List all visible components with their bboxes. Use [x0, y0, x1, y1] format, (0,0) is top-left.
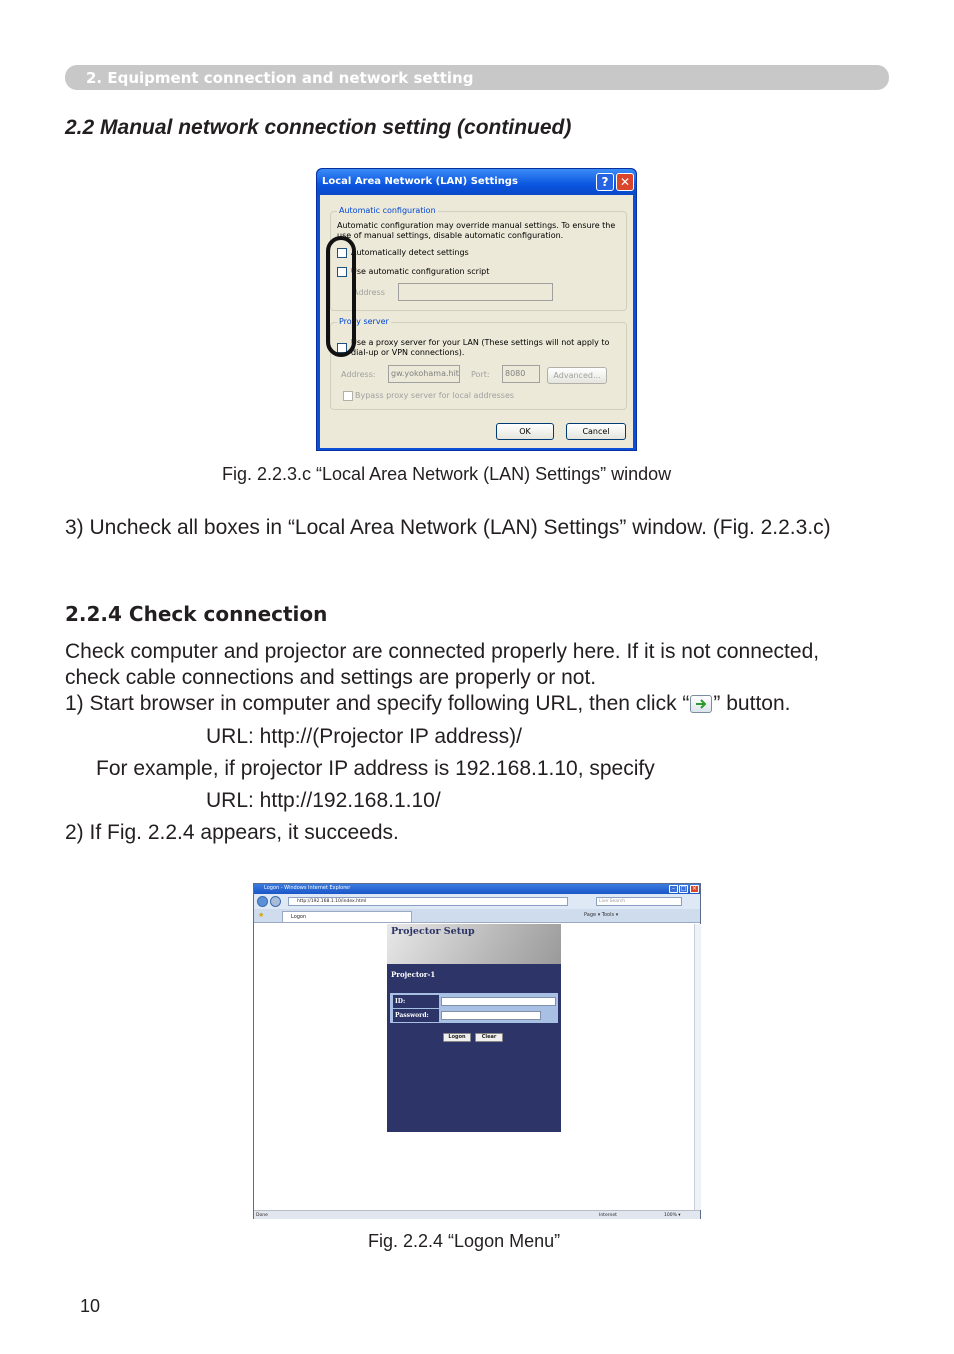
- step-1-before: 1) Start browser in computer and specify following URL, then click “: [65, 692, 690, 715]
- chapter-header-bar: [65, 65, 889, 90]
- proxy-legend: Proxy server: [339, 317, 389, 326]
- checkbox-highlight-oval: [326, 236, 356, 357]
- auto-config-description: [337, 221, 615, 241]
- maximize-icon[interactable]: □: [680, 885, 687, 892]
- detect-settings-label: Automatically detect settings: [351, 248, 469, 257]
- cancel-button[interactable]: Cancel: [566, 423, 626, 440]
- step-2-text: 2) If Fig. 2.2.4 appears, it succeeds.: [65, 821, 399, 844]
- ie-close-icon[interactable]: ×: [691, 885, 698, 892]
- ie-scrollbar[interactable]: [694, 924, 701, 1210]
- proxy-port-label: Port:: [471, 370, 490, 379]
- ok-button[interactable]: OK: [496, 423, 554, 440]
- ie-status-bar: [254, 1210, 700, 1219]
- script-address-label: Address: [353, 288, 385, 297]
- ie-toolbar-commands[interactable]: Page ▾ Tools ▾: [584, 912, 619, 918]
- paragraph-line-1: Check computer and projector are connected properly here. If it is not connected,: [65, 640, 820, 663]
- chapter-header-label: 2. Equipment connection and network setting: [86, 69, 474, 87]
- url-generic: URL: http://(Projector IP address)/: [206, 725, 522, 748]
- figure-caption-lan: Fig. 2.2.3.c “Local Area Network (LAN) Settings” window: [222, 464, 672, 484]
- back-icon[interactable]: [257, 896, 268, 907]
- ie-window-title: Logon - Windows Internet Explorer: [264, 885, 351, 891]
- url-example: URL: http://192.168.1.10/: [206, 789, 441, 812]
- projector-setup-title: Projector Setup: [391, 926, 475, 937]
- minimize-icon[interactable]: –: [669, 885, 678, 893]
- lan-titlebar: [317, 169, 636, 195]
- section-title: 2.2 Manual network connection setting (continued): [65, 116, 572, 139]
- bypass-proxy-checkbox[interactable]: [343, 391, 353, 401]
- logon-button[interactable]: Logon: [443, 1033, 471, 1042]
- lan-settings-window: [316, 168, 637, 451]
- step-1-text: [65, 692, 790, 716]
- proxy-address-label: Address:: [341, 370, 376, 379]
- proxy-server-group: [330, 317, 627, 410]
- projector-name: Projector-1: [391, 970, 436, 979]
- auto-config-legend: Automatic configuration: [339, 206, 436, 215]
- use-proxy-line1: Use a proxy server for your LAN (These settings will not apply to: [351, 338, 610, 347]
- use-proxy-label: [351, 338, 609, 358]
- ie-titlebar: [254, 884, 700, 894]
- bypass-proxy-label: Bypass proxy server for local addresses: [355, 391, 515, 400]
- projector-setup-banner: [387, 924, 561, 964]
- clear-button[interactable]: Clear: [475, 1033, 503, 1042]
- projector-setup-panel: [387, 924, 561, 1132]
- ie-search-input[interactable]: Live Search: [596, 897, 682, 906]
- ie-page-content: [254, 924, 694, 1210]
- id-input[interactable]: [441, 997, 556, 1006]
- auto-config-group: [330, 206, 627, 311]
- ie-url-input[interactable]: http://192.168.1.10/index.html: [288, 897, 568, 906]
- password-label: Password:: [393, 1009, 439, 1022]
- ie-tab-logon[interactable]: [282, 911, 412, 922]
- advanced-button[interactable]: Advanced...: [547, 367, 607, 384]
- example-text: For example, if projector IP address is 192.168.1.10, specify: [96, 757, 655, 780]
- ie-browser-window: [253, 883, 701, 1219]
- ie-address-bar: [254, 894, 700, 909]
- ie-tab-bar: [254, 909, 700, 923]
- config-script-label: Use automatic configuration script: [351, 267, 490, 276]
- logon-form: [390, 993, 558, 1023]
- script-address-input[interactable]: [398, 283, 553, 301]
- paragraph-line-2: check cable connections and settings are properly or not.: [65, 666, 597, 689]
- status-zone: Internet: [599, 1213, 617, 1218]
- proxy-address-input[interactable]: gw.yokohama.hit: [388, 365, 460, 383]
- proxy-port-input[interactable]: 8080: [502, 365, 540, 383]
- use-proxy-line2: dial-up or VPN connections).: [351, 348, 465, 357]
- go-arrow-icon: [690, 695, 712, 713]
- ie-tab-label: Logon: [291, 914, 307, 920]
- help-icon[interactable]: ?: [596, 173, 614, 191]
- subsection-title: 2.2.4 Check connection: [65, 602, 328, 626]
- page-number: 10: [80, 1296, 101, 1316]
- password-input[interactable]: [441, 1011, 541, 1020]
- step-3-text: 3) Uncheck all boxes in “Local Area Network (LAN) Settings” window. (Fig. 2.2.3.c): [65, 516, 831, 539]
- auto-config-desc-line1: Automatic configuration may override manual settings. To ensure the: [337, 221, 616, 230]
- status-done: Done: [256, 1213, 268, 1218]
- status-zoom[interactable]: 100% ▾: [664, 1213, 681, 1218]
- id-label: ID:: [393, 995, 439, 1008]
- close-icon[interactable]: ✕: [616, 173, 634, 191]
- figure-caption-logon: Fig. 2.2.4 “Logon Menu”: [368, 1231, 561, 1251]
- favorites-star-icon[interactable]: ★: [258, 911, 265, 919]
- lan-dialog-body: [320, 195, 633, 448]
- step-1-after: ” button.: [713, 692, 791, 715]
- lan-window-title: Local Area Network (LAN) Settings: [322, 176, 518, 187]
- auto-config-desc-line2: use of manual settings, disable automatic configuration.: [337, 231, 564, 240]
- forward-icon[interactable]: [270, 896, 281, 907]
